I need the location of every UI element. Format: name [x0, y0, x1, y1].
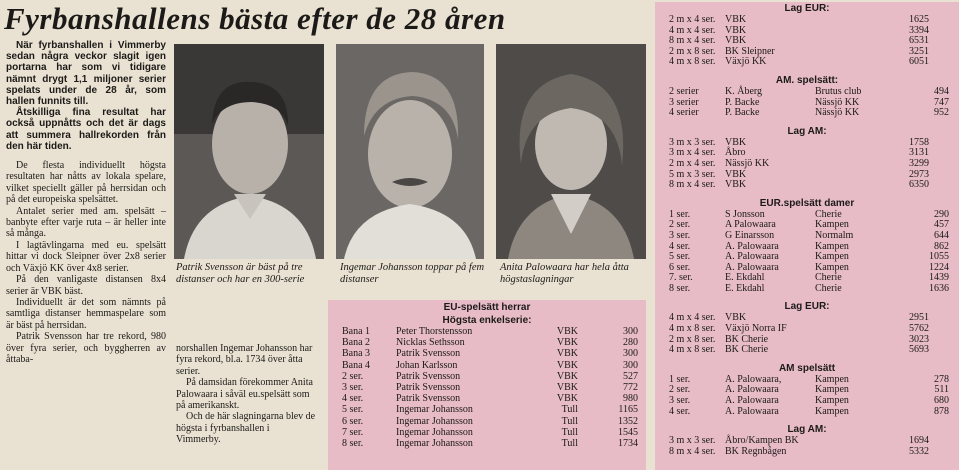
table-cell: Kampen: [815, 251, 849, 263]
table-cell: E. Ekdahl: [725, 272, 765, 284]
table-cell: 1636: [929, 282, 949, 294]
photo-patrik-svensson: [174, 44, 324, 259]
table-row: [655, 210, 959, 221]
table-cell: Nässjö KK: [725, 157, 770, 169]
table-row: [655, 220, 959, 231]
table-cell: 3 m x 3 ser.: [669, 136, 716, 148]
section-title: AM. spelsätt:: [775, 74, 839, 86]
table-cell: Normalm: [815, 229, 854, 241]
table-cell: 6 ser.: [669, 261, 691, 273]
table-row: [328, 371, 646, 382]
table-cell: E. Ekdahl: [725, 282, 765, 294]
table-row: [655, 57, 959, 68]
table-cell: 952: [934, 107, 949, 119]
table-row: [328, 360, 646, 371]
table-cell: 527: [623, 370, 638, 382]
table-cell: 2 ser.: [342, 370, 364, 382]
middle-paragraph: norshallen Ingemar Johansson har fyra rekord, bl.a. 1734 över åtta serier.: [176, 343, 313, 377]
section-title: Lag EUR:: [784, 3, 830, 14]
table-cell: 3 m x 3 ser.: [669, 435, 716, 447]
photo-ingemar-johansson: [336, 44, 484, 259]
table-cell: G Einarsson: [725, 229, 775, 241]
table-row: [655, 284, 959, 295]
section-title: EUR.spelsätt damer: [759, 197, 855, 209]
intro-paragraph: I lagtävlingarna med eu. spelsätt hittar vi dock Sleipner över 2x8 serier och Växjö KK över 4x8 serier.: [6, 239, 166, 274]
eu-herrar-records-box: [328, 300, 646, 470]
table-cell: 8 m x 4 ser.: [669, 35, 716, 47]
table-row: [328, 427, 646, 438]
table-cell: 1 ser.: [669, 373, 691, 385]
table-cell: 6531: [909, 35, 929, 47]
table-cell: 3394: [909, 24, 929, 36]
table-cell: Patrik Svensson: [396, 393, 461, 405]
table-cell: 2 ser.: [669, 219, 691, 231]
table-cell: 1 ser.: [669, 208, 691, 220]
table-cell: 1224: [929, 261, 949, 273]
table-cell: Tull: [561, 415, 578, 427]
table-cell: Växjö Norra IF: [725, 323, 787, 335]
table-row: [655, 159, 959, 170]
table-row: [655, 407, 959, 418]
table-cell: A. Palowaara,: [725, 373, 782, 385]
table-cell: Peter Thorstensson: [396, 326, 473, 337]
table-row: [328, 393, 646, 404]
table-cell: 8 ser.: [669, 282, 691, 294]
table-cell: A. Palowaara: [725, 395, 779, 407]
table-cell: VBK: [725, 14, 747, 25]
table-cell: VBK: [725, 168, 747, 180]
intro-lead-2: Åtskilliga fina resultat har också uppnåtts och det är dags att summera hallrekorden från den här tiden.: [6, 107, 166, 152]
table-cell: Cherie: [815, 282, 842, 294]
table-cell: 1625: [909, 14, 929, 25]
table-cell: 1545: [618, 426, 638, 438]
table-cell: 5693: [909, 344, 929, 356]
table-cell: 3 ser.: [669, 229, 691, 241]
table-cell: VBK: [556, 393, 578, 405]
table-cell: 6 ser.: [342, 415, 364, 427]
table-cell: VBK: [556, 370, 578, 382]
table-cell: VBK: [725, 24, 747, 36]
table-row: [655, 98, 959, 109]
table-cell: VBK: [556, 337, 578, 349]
table-cell: 1734: [618, 437, 638, 449]
table-cell: 3131: [909, 147, 929, 159]
table-cell: 3023: [909, 333, 929, 345]
table-cell: 3 serier: [669, 96, 699, 108]
table-cell: Ingemar Johansson: [396, 415, 473, 427]
table-row: [328, 404, 646, 415]
table-cell: 644: [934, 229, 949, 241]
table-cell: 300: [623, 348, 638, 360]
table-cell: 3251: [909, 45, 929, 57]
eu-box-subtitle: Högsta enkelserie:: [442, 315, 532, 326]
middle-paragraph: Och de här slagningarna blev de högsta i fyrbanshallen i Vimmerby.: [176, 411, 316, 446]
table-cell: S Jonsson: [725, 208, 765, 220]
table-cell: Åbro: [725, 147, 746, 159]
table-cell: 4 serier: [669, 107, 699, 119]
table-cell: 5332: [909, 445, 929, 457]
table-cell: BK Regnbågen: [725, 445, 787, 457]
table-cell: Bana 4: [342, 359, 371, 371]
table-row: [655, 242, 959, 253]
table-row: [655, 252, 959, 263]
table-cell: VBK: [725, 179, 747, 191]
table-cell: 6350: [909, 179, 929, 191]
table-cell: Kampen: [815, 261, 849, 273]
table-cell: Kampen: [815, 240, 849, 252]
table-cell: Bana 2: [342, 337, 371, 349]
table-row: [328, 348, 646, 359]
table-cell: 4 m x 4 ser.: [669, 312, 716, 324]
table-cell: P. Backe: [725, 96, 760, 108]
table-cell: BK Cherie: [725, 333, 769, 345]
table-cell: 1352: [618, 415, 638, 427]
table-cell: Kampen: [815, 395, 849, 407]
table-cell: Tull: [561, 437, 578, 449]
table-cell: 4 ser.: [342, 393, 364, 405]
table-cell: 2951: [909, 312, 929, 324]
eu-box-title: EU-spelsätt herrar: [443, 302, 531, 313]
table-row: [655, 263, 959, 274]
table-row: [655, 15, 959, 26]
table-cell: Brutus club: [815, 85, 862, 97]
table-cell: 980: [623, 393, 638, 405]
table-cell: VBK: [556, 381, 578, 393]
table-cell: Patrik Svensson: [396, 348, 461, 360]
table-row: [655, 273, 959, 284]
table-cell: 2 m x 4 ser.: [669, 14, 716, 25]
table-cell: VBK: [556, 348, 578, 360]
table-row: [655, 396, 959, 407]
table-cell: 5 ser.: [669, 251, 691, 263]
table-row: [328, 337, 646, 348]
table-cell: Bana 1: [342, 326, 371, 337]
table-row: [328, 416, 646, 427]
table-cell: A. Palowaara: [725, 261, 779, 273]
table-cell: 8 m x 4 ser.: [669, 445, 716, 457]
table-cell: 278: [934, 373, 949, 385]
intro-paragraph: På den vanligaste distansen 8x4 serier är VBK bäst.: [6, 274, 166, 297]
table-cell: 4 m x 8 ser.: [669, 56, 716, 68]
table-cell: Ingemar Johansson: [396, 437, 473, 449]
table-cell: Cherie: [815, 208, 842, 220]
table-cell: 5762: [909, 323, 929, 335]
table-cell: 3 ser.: [669, 395, 691, 407]
table-cell: 4 m x 4 ser.: [669, 24, 716, 36]
table-cell: Ingemar Johansson: [396, 404, 473, 416]
table-cell: 8 m x 4 ser.: [669, 179, 716, 191]
table-cell: Tull: [561, 426, 578, 438]
table-cell: Cherie: [815, 272, 842, 284]
caption-anita: Anita Palowaara har hela åtta högstaslagningar: [500, 262, 629, 285]
table-row: [655, 108, 959, 119]
table-row: [328, 382, 646, 393]
table-cell: 4 ser.: [669, 405, 691, 417]
table-cell: Nässjö KK: [815, 96, 860, 108]
table-cell: Patrik Svensson: [396, 370, 461, 382]
table-cell: 2 m x 8 ser.: [669, 45, 716, 57]
table-row: [655, 231, 959, 242]
table-cell: 5 ser.: [342, 404, 364, 416]
table-cell: 1165: [618, 404, 638, 416]
table-cell: 300: [623, 326, 638, 337]
table-cell: A. Palowaara: [725, 405, 779, 417]
table-cell: 4 ser.: [669, 240, 691, 252]
table-cell: A. Palowaara: [725, 384, 779, 396]
table-row: [328, 438, 646, 449]
table-cell: Patrik Svensson: [396, 381, 461, 393]
caption-ingemar: Ingemar Johansson toppar på fem distanser: [340, 262, 485, 285]
middle-text-column: [176, 343, 316, 470]
section-title: Lag AM:: [787, 424, 827, 436]
table-cell: Växjö KK: [725, 56, 767, 68]
intro-paragraph: Individuellt är det som nämnts på samtliga distanser hemmaspelare som är bäst på herrsidan.: [6, 296, 166, 331]
table-cell: 862: [934, 240, 949, 252]
table-cell: 1758: [909, 136, 929, 148]
intro-paragraph: Antalet serier med am. spelsätt – banbyte efter varje ruta – är heller inte så många.: [6, 205, 166, 240]
table-cell: 8 ser.: [342, 437, 364, 449]
table-row: [655, 87, 959, 98]
table-row: [655, 375, 959, 386]
section-title: AM spelsätt: [778, 362, 836, 374]
table-cell: 2973: [909, 168, 929, 180]
table-cell: 3 ser.: [342, 381, 364, 393]
table-row: [655, 385, 959, 396]
table-cell: 4 m x 8 ser.: [669, 323, 716, 335]
table-cell: 300: [623, 359, 638, 371]
table-cell: 5 m x 3 ser.: [669, 168, 716, 180]
records-box-right: [655, 2, 959, 470]
intro-column: [6, 40, 166, 470]
table-row: [328, 326, 646, 337]
table-cell: 680: [934, 395, 949, 407]
table-cell: Kampen: [815, 405, 849, 417]
table-cell: VBK: [556, 326, 578, 337]
table-cell: Tull: [561, 404, 578, 416]
table-cell: Johan Karlsson: [396, 359, 458, 371]
table-cell: K. Åberg: [725, 85, 763, 97]
table-cell: BK Sleipner: [725, 45, 775, 57]
table-cell: A Palowaara: [725, 219, 776, 231]
section-title: Lag EUR:: [784, 301, 830, 313]
table-cell: 1439: [929, 272, 949, 284]
table-cell: Ingemar Johansson: [396, 426, 473, 438]
table-cell: VBK: [725, 312, 747, 324]
table-cell: 7. ser.: [669, 272, 693, 284]
table-cell: Nicklas Sethsson: [396, 337, 465, 349]
table-cell: 878: [934, 405, 949, 417]
table-cell: Kampen: [815, 219, 849, 231]
caption-patrik: Patrik Svensson är bäst på tre distanser och har en 300-serie: [176, 262, 305, 285]
table-cell: Åbro/Kampen BK: [725, 435, 799, 447]
table-cell: 6051: [909, 56, 929, 68]
table-cell: 2 ser.: [669, 384, 691, 396]
section-title: Lag AM:: [787, 125, 827, 137]
table-cell: Nässjö KK: [815, 107, 860, 119]
table-row: [655, 180, 959, 191]
table-cell: Kampen: [815, 384, 849, 396]
table-cell: A. Palowaara: [725, 240, 779, 252]
table-cell: 2 m x 8 ser.: [669, 333, 716, 345]
table-cell: 7 ser.: [342, 426, 364, 438]
table-cell: 290: [934, 208, 949, 220]
table-cell: BK Cherie: [725, 344, 769, 356]
table-cell: 457: [934, 219, 949, 231]
table-cell: A. Palowaara: [725, 251, 779, 263]
intro-paragraph: Patrik Svensson har tre rekord, 980 över fyra serier, och byggherren av åttaba-: [6, 331, 166, 365]
intro-paragraph: De flesta individuellt högsta resultaten har nåtts av lokala spelare, vilket speciellt gäller på herrsidan och på det europeiska spelsättet.: [6, 160, 166, 206]
table-cell: 772: [623, 381, 638, 393]
table-cell: 3299: [909, 157, 929, 169]
table-cell: 2 m x 4 ser.: [669, 157, 716, 169]
table-cell: 3 m x 4 ser.: [669, 147, 716, 159]
table-cell: Bana 3: [342, 348, 371, 360]
table-cell: VBK: [556, 359, 578, 371]
table-cell: 4 m x 8 ser.: [669, 344, 716, 356]
table-cell: P. Backe: [725, 107, 760, 119]
table-cell: 747: [934, 96, 949, 108]
intro-lead-1: När fyrbanshallen i Vimmerby sedan några veckor slagit igen portarna har som vi tidigare nämnt drygt 1,1 miljoner serier spelats under de 28 år, som hallen funnits till.: [6, 40, 166, 108]
photo-anita-palowaara: [496, 44, 646, 259]
table-cell: VBK: [725, 35, 747, 47]
table-row: [655, 345, 959, 356]
table-cell: 511: [934, 384, 949, 396]
middle-paragraph: På damsidan förekommer Anita Palowaara i såväl eu.spelsätt som på amerikanskt.: [176, 377, 313, 412]
table-cell: 1055: [929, 251, 949, 263]
table-cell: Kampen: [815, 373, 849, 385]
table-cell: 1694: [909, 435, 929, 447]
table-cell: 2 serier: [669, 85, 699, 97]
table-cell: VBK: [725, 136, 747, 148]
table-cell: 280: [623, 337, 638, 349]
headline: Fyrbanshallens bästa efter de 28 åren: [4, 1, 506, 36]
table-row: [655, 447, 959, 458]
table-cell: 494: [934, 85, 949, 97]
